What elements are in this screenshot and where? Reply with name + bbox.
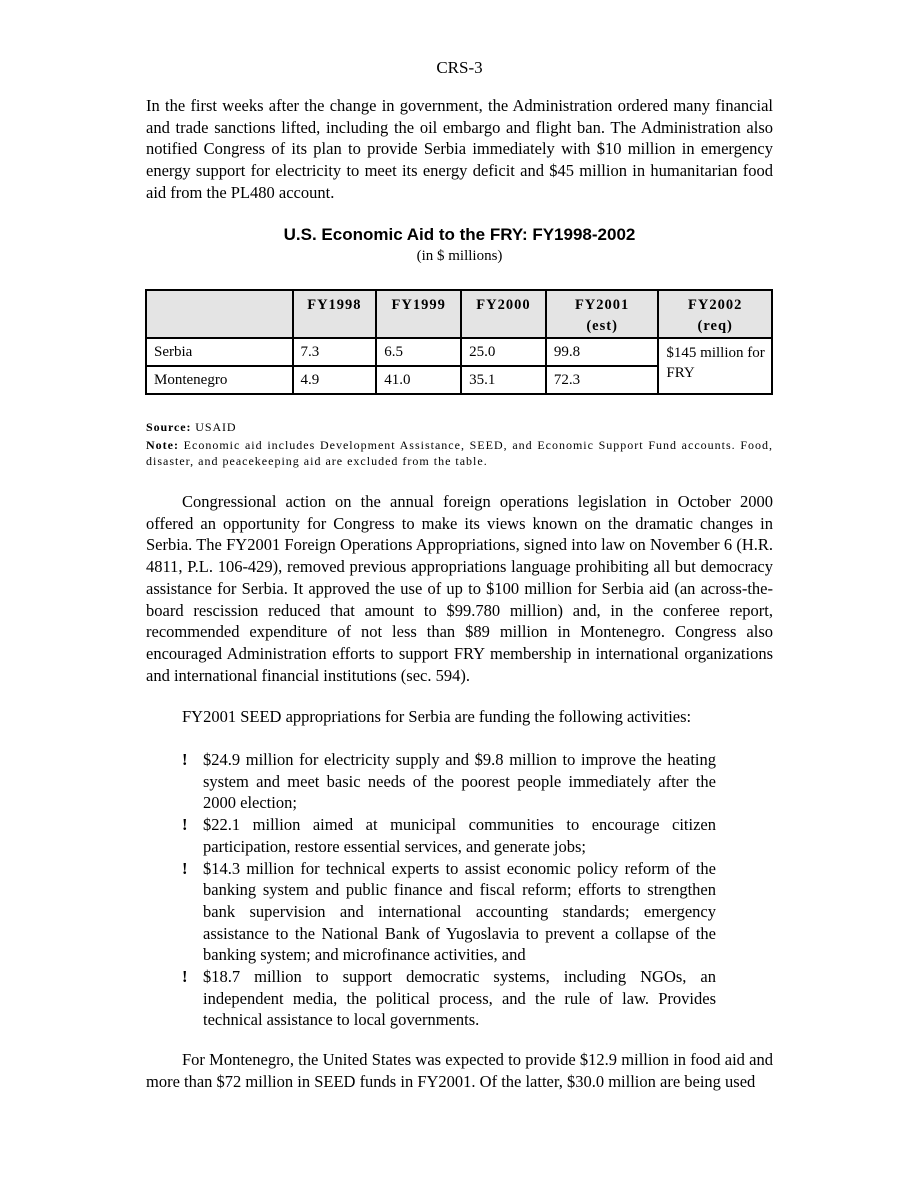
- table-title: U.S. Economic Aid to the FRY: FY1998-2002: [283, 225, 636, 244]
- seed-activities-list: [182, 749, 716, 1031]
- table-header-row: [146, 290, 772, 338]
- list-item-text: $18.7 million to support democratic systems, including NGOs, an independent media, the political process, and the rule of law. Provides technical assistance to local governments.: [203, 967, 716, 1030]
- header-fy2002-label: FY2002: [688, 297, 743, 313]
- cell-fy2001: 99.8: [546, 338, 659, 366]
- aid-table: [145, 289, 773, 395]
- bullet-marker: !: [182, 858, 188, 878]
- paragraph-congressional-action: Congressional action on the annual foreign operations legislation in October 2000 offered an opportunity for Congress to make its views known on the dramatic changes in Serbia. The FY2001 Foreign Operations Appropriations, signed into law on November 6 (H.R. 4811, P.L. 106-429), removed previous appropriations language prohibiting all but democracy assistance for Serbia. It approved the use of up to $100 million for Serbia aid (an across-the-board rescission reduced that amount to $99.780 million) and, in the conferee report, recommended expenditure of not less than $89 million in Montenegro. Congress also encouraged Administration efforts to support FRY membership in international organizations and international financial institutions (sec. 594).: [146, 492, 773, 685]
- paragraph-montenegro: For Montenegro, the United States was expected to provide $12.9 million in food aid and more than $72 million in SEED funds in FY2001. Of the latter, $30.0 million are being used: [146, 1050, 773, 1091]
- list-item: [182, 749, 716, 814]
- table-subtitle: (in $ millions): [416, 248, 503, 264]
- source-text: USAID: [191, 420, 237, 434]
- bullet-marker: !: [182, 750, 188, 769]
- note-label: Note:: [146, 438, 179, 452]
- paragraph-sanctions: In the first weeks after the change in government, the Administration ordered many financial and trade sanctions lifted, including the oil embargo and flight ban. The Administration also notified Congress of its plan to provide Serbia immediately with $10 million in emergency energy support for electricity to meet its energy deficit and $45 million in humanitarian food aid from the PL480 account.: [146, 96, 773, 202]
- cell-fy2000: 35.1: [461, 366, 546, 394]
- note-text: Economic aid includes Development Assistance, SEED, and Economic Support Fund accounts. Food, disaster, and peacekeeping aid are excluded from the table.: [146, 438, 773, 468]
- cell-name: Serbia: [146, 338, 293, 366]
- header-fy1999: FY1999: [376, 290, 461, 338]
- table-note: [146, 437, 773, 469]
- list-item: [182, 814, 716, 857]
- cell-fy1999: 6.5: [376, 338, 461, 366]
- list-item-text: $14.3 million for technical experts to assist economic policy reform of the banking system and public finance and fiscal reform; efforts to strengthen bank supervision and international accounting standards; emergency assistance to the National Bank of Yugoslavia to prevent a collapse of the banking system; and microfinance activities, and: [203, 858, 716, 965]
- header-fy2002: [658, 290, 772, 338]
- bullet-marker: !: [182, 967, 188, 987]
- cell-fy2000: 25.0: [461, 338, 546, 366]
- list-item-text: $22.1 million aimed at municipal communities to encourage citizen participation, restore essential services, and generate jobs;: [203, 815, 716, 856]
- page-number: CRS-3: [436, 58, 483, 77]
- paragraph-seed-intro: FY2001 SEED appropriations for Serbia are funding the following activities:: [182, 707, 692, 726]
- cell-name: Montenegro: [146, 366, 293, 394]
- header-fy2001: [546, 290, 659, 338]
- header-fy2002-sub: (req): [697, 318, 733, 334]
- bullet-marker: !: [182, 815, 188, 835]
- cell-fy1998: 4.9: [293, 366, 377, 394]
- header-fy1998: FY1998: [293, 290, 377, 338]
- cell-fy1998: 7.3: [293, 338, 377, 366]
- list-item: [182, 966, 716, 1031]
- table-row-serbia: [146, 338, 772, 366]
- list-item: [182, 858, 716, 967]
- header-empty: [146, 290, 293, 338]
- cell-fy2001: 72.3: [546, 366, 659, 394]
- header-fy2001-sub: (est): [586, 318, 618, 334]
- cell-fy2002-fry: $145 million for FRY: [658, 338, 772, 394]
- table-source: [146, 420, 236, 435]
- source-label: Source:: [146, 420, 192, 434]
- cell-fy1999: 41.0: [376, 366, 461, 394]
- list-item-text: $24.9 million for electricity supply and $9.8 million to improve the heating system and meet basic needs of the poorest people immediately after the 2000 election;: [203, 750, 716, 813]
- header-fy2001-label: FY2001: [574, 297, 630, 313]
- header-fy2000: FY2000: [461, 290, 546, 338]
